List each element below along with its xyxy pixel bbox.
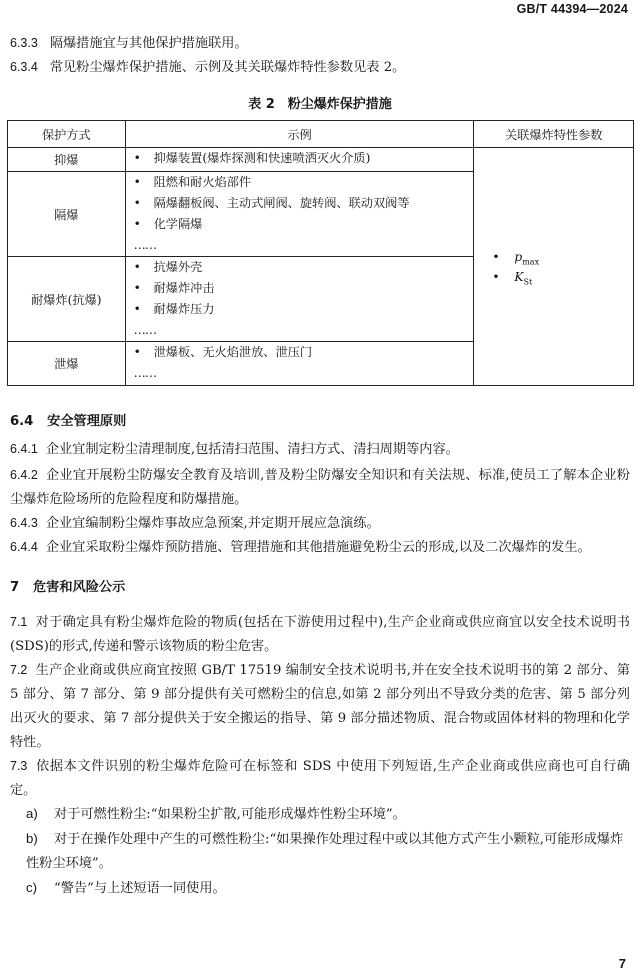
list-item-a: a) 对于可燃性粉尘:“如果粉尘扩散,可能形成爆炸性粉尘环境”。 xyxy=(26,806,406,822)
clause-6-3-4 xyxy=(10,57,630,78)
protection-measures-table xyxy=(7,120,634,386)
param-pmax: • $p_{max}$ xyxy=(492,249,540,266)
params-cell xyxy=(474,148,634,386)
examples-cell xyxy=(125,342,474,386)
clause-text: 常见粉尘爆炸保护措施、示例及其关联爆炸特性参数见表 2。 xyxy=(49,60,406,75)
table-row xyxy=(8,148,634,172)
clause-7-1: 7.1 对于确定具有粉尘爆炸危险的物质(包括在下游使用过程中),生产企业商或供应商宜以安全技术说明书(SDS)的形式,传递和警示该物质的粉尘危害。 xyxy=(10,615,630,654)
bullet: • xyxy=(133,151,141,165)
example-item: • 耐爆炸冲击 xyxy=(133,281,215,295)
clause-number: 6.3.3 xyxy=(10,36,38,50)
examples-cell xyxy=(125,257,474,342)
ellipsis: …… xyxy=(133,366,156,380)
table-caption: 表 2 粉尘爆炸保护措施 xyxy=(248,97,392,112)
clause-text: 隔爆措施宜与其他保护措施联用。 xyxy=(49,36,248,51)
ellipsis: …… xyxy=(133,323,156,337)
section-7-heading: 7 危害和风险公示 xyxy=(10,580,126,595)
standard-number: GB/T 44394—2024 xyxy=(516,2,628,16)
clause-7-3: 7.3 依据本文件识别的粉尘爆炸危险可在标签和 SDS 中使用下列短语,生产企业商或供应商也可自行确定。 xyxy=(10,759,630,798)
table-header-row xyxy=(8,121,634,148)
section-6-4-heading: 6.4 安全管理原则 xyxy=(10,414,127,429)
clause-6-4-3: 6.4.3 企业宜编制粉尘爆炸事故应急预案,并定期开展应急演练。 xyxy=(10,516,380,531)
clause-6-4-2: 6.4.2 企业宜开展粉尘防爆安全教育及培训,普及粉尘防爆安全知识和有关法规、标准,使员工了解本企业粉尘爆炸危险场所的危险程度和防爆措施。 xyxy=(10,468,630,507)
examples-cell xyxy=(125,172,474,257)
clause-number: 6.3.4 xyxy=(10,60,38,74)
mode-cell: 耐爆炸(抗爆) xyxy=(8,257,126,342)
mode-cell: 隔爆 xyxy=(8,172,126,257)
example-item: • 化学隔爆 xyxy=(133,217,203,231)
ellipsis: …… xyxy=(133,238,156,252)
example-item: • 抗爆外壳 xyxy=(133,260,203,274)
clause-6-4-4: 6.4.4 企业宜采取粉尘爆炸预防措施、管理措施和其他措施避免粉尘云的形成,以及二次爆炸的发生。 xyxy=(10,540,591,555)
list-item-c: c) “警告”与上述短语一同使用。 xyxy=(26,880,226,896)
example-item: • 泄爆板、无火焰泄放、泄压门 xyxy=(133,345,313,359)
examples-cell xyxy=(125,148,474,172)
mode-cell: 抑爆 xyxy=(8,148,126,172)
header-examples: 示例 xyxy=(125,121,474,148)
example-item: • 隔爆翻板阀、主动式闸阀、旋转阀、联动双阀等 xyxy=(133,196,410,210)
header-mode: 保护方式 xyxy=(8,121,126,148)
clause-6-4-1: 6.4.1 企业宜制定粉尘清理制度,包括清扫范围、清扫方式、清扫周期等内容。 xyxy=(10,442,459,457)
param-kst: • $K_{St}$ xyxy=(492,269,533,286)
list-item-b: b) 对于在操作处理中产生的可燃性粉尘:“如果操作处理过程中或以其他方式产生小颗粒,可能形成爆炸性粉尘环境”。 xyxy=(26,831,624,871)
clause-6-3-3 xyxy=(10,33,630,54)
clause-7-2: 7.2 生产企业商或供应商宜按照 GB/T 17519 编制安全技术说明书,并在安全技术说明书的第 2 部分、第 5 部分、第 7 部分、第 9 部分提供有关可燃粉尘的信息,如第 2 部分列出不导致分类的危害、第 5 部分列出灭火的要求、第 7 部分提供关于安全搬运的指导、第 9 部分描述物质、混合物或固体材料的物理和化学特性。 xyxy=(10,663,630,750)
example-item: • 阻燃和耐火焰部件 xyxy=(133,175,252,189)
page-number: 7 xyxy=(618,956,626,971)
example-item: • 抑爆装置(爆炸探测和快速喷洒灭火介质) xyxy=(134,148,466,169)
example-item: • 耐爆炸压力 xyxy=(133,302,215,316)
mode-cell: 泄爆 xyxy=(8,342,126,386)
header-params: 关联爆炸特性参数 xyxy=(474,121,634,148)
